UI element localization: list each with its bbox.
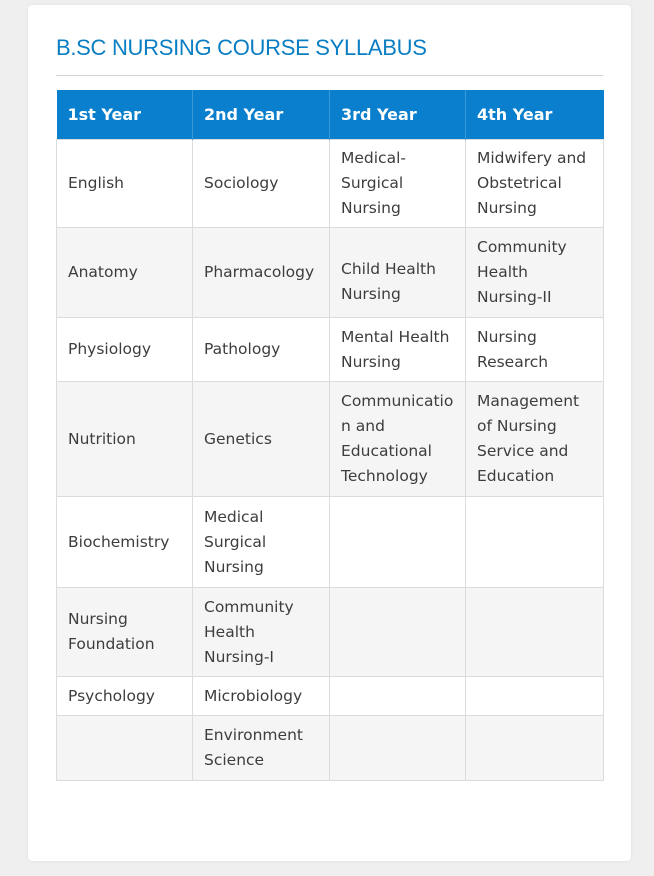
table-cell xyxy=(330,716,466,781)
table-cell: Pharmacology xyxy=(193,228,330,318)
table-cell: Physiology xyxy=(57,318,193,382)
table-cell: Environment Science xyxy=(193,716,330,781)
table-cell xyxy=(466,588,604,677)
table-cell: Nursing Foundation xyxy=(57,588,193,677)
table-row xyxy=(57,497,604,588)
table-cell xyxy=(330,677,466,716)
table-cell: Psychology xyxy=(57,677,193,716)
syllabus-table xyxy=(56,90,604,781)
table-cell: Sociology xyxy=(193,140,330,228)
table-cell: Midwifery and Obstetrical Nursing xyxy=(466,140,604,228)
table-cell: English xyxy=(57,140,193,228)
table-cell: Pathology xyxy=(193,318,330,382)
table-cell: Anatomy xyxy=(57,228,193,318)
table-row xyxy=(57,382,604,497)
table-cell xyxy=(330,588,466,677)
table-row xyxy=(57,140,604,228)
page-title: B.SC NURSING COURSE SYLLABUS xyxy=(56,35,427,60)
table-row xyxy=(57,228,604,318)
title-divider xyxy=(56,75,603,76)
column-header-3rd-year: 3rd Year xyxy=(330,90,466,140)
table-cell: Genetics xyxy=(193,382,330,497)
table-cell: Medical Surgical Nursing xyxy=(193,497,330,588)
table-cell: Microbiology xyxy=(193,677,330,716)
table-cell: Community Health Nursing-II xyxy=(466,228,604,318)
table-cell: Mental Health Nursing xyxy=(330,318,466,382)
table-cell: Community Health Nursing-I xyxy=(193,588,330,677)
table-cell xyxy=(466,677,604,716)
table-cell: Nutrition xyxy=(57,382,193,497)
table-row xyxy=(57,318,604,382)
table-body xyxy=(57,140,604,781)
table-cell xyxy=(466,497,604,588)
table-row xyxy=(57,677,604,716)
table-header xyxy=(57,90,604,140)
table-cell: Nursing Research xyxy=(466,318,604,382)
table-cell: Child Health Nursing xyxy=(330,228,466,318)
table-cell xyxy=(466,716,604,781)
table-row xyxy=(57,716,604,781)
table-row xyxy=(57,588,604,677)
syllabus-card xyxy=(28,5,631,861)
table-cell xyxy=(57,716,193,781)
table-cell xyxy=(330,497,466,588)
table-cell: Medical-Surgical Nursing xyxy=(330,140,466,228)
column-header-4th-year: 4th Year xyxy=(466,90,604,140)
column-header-2nd-year: 2nd Year xyxy=(193,90,330,140)
table-cell: Management of Nursing Service and Education xyxy=(466,382,604,497)
column-header-1st-year: 1st Year xyxy=(57,90,193,140)
table-cell: Biochemistry xyxy=(57,497,193,588)
table-cell: Communication and Educational Technology xyxy=(330,382,466,497)
header-row xyxy=(57,90,604,140)
